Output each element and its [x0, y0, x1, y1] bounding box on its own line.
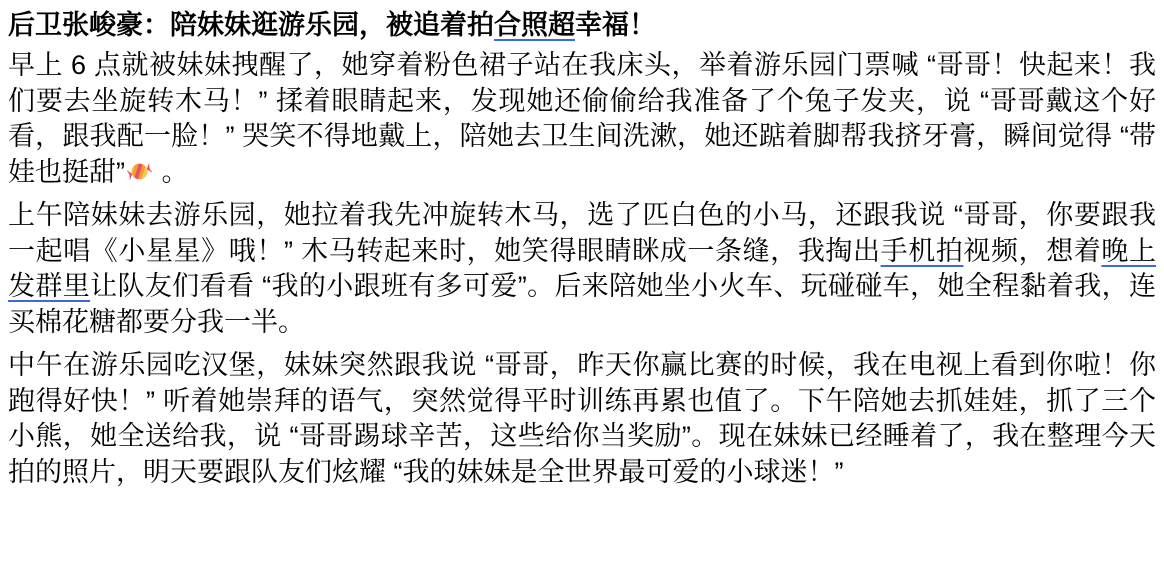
paragraph-park-seg1: 上午陪妹妹去游乐园，她拉着我先冲旋转木马，选了匹白色的小马，还跟我说 “哥哥，你要跟我一起唱《小星星》哦！” 木马转起来时，她笑得眼睛眯成一条缝，我掏出 — [8, 200, 1156, 266]
paragraph-noon — [8, 348, 1156, 490]
paragraph-morning — [8, 48, 1156, 190]
paragraph-morning-text: 早上 6 点就被妹妹拽醒了，她穿着粉色裙子站在我床头，举着游乐园门票喊 “哥哥！快起来！我们要去坐旋转木马！” 揉着眼睛起来，发现她还偷偷给我准备了个兔子发夹，说 “哥哥戴这个好看，跟我配一脸！” 哭笑不得地戴上，陪她去卫生间洗漱，她还踮着脚帮我挤牙膏，瞬间觉得 “带娃也挺甜” — [8, 50, 1156, 187]
title-text-post: 幸福！ — [575, 10, 656, 40]
candy-emoji — [126, 158, 153, 185]
title-text-pre: 后卫张峻豪：陪妹妹逛游乐园，被追着拍 — [8, 10, 494, 40]
paragraph-park-seg2: 视频，想着 — [963, 235, 1102, 266]
paragraph-park-underline-group[interactable]: 晚上发群里 — [8, 235, 1157, 301]
article — [8, 7, 1156, 490]
paragraph-morning-tail: 。 — [154, 156, 189, 187]
page-title — [8, 7, 1156, 43]
paragraph-park-underline-phone[interactable]: 手机拍 — [880, 235, 964, 266]
paragraph-park-seg3: 让队友们看看 “我的小跟班有多可爱”。后来陪她坐小火车、玩碰碰车，她全程黏着我，连买棉花糖都要分我一半。 — [8, 271, 1157, 337]
title-underlined-phrase[interactable]: 合照超 — [494, 10, 575, 40]
paragraph-park — [8, 198, 1156, 340]
paragraph-noon-text: 中午在游乐园吃汉堡，妹妹突然跟我说 “哥哥，昨天你赢比赛的时候，我在电视上看到你啦！你跑得好快！” 听着她崇拜的语气，突然觉得平时训练再累也值了。下午陪她去抓娃娃，抓了三个小熊，她全送给我，说 “哥哥踢球辛苦，这些给你当奖励”。现在妹妹已经睡着了，我在整理今天拍的照片，明天要跟队友们炫耀 “我的妹妹是全世界最可爱的小球迷！” — [8, 350, 1156, 487]
